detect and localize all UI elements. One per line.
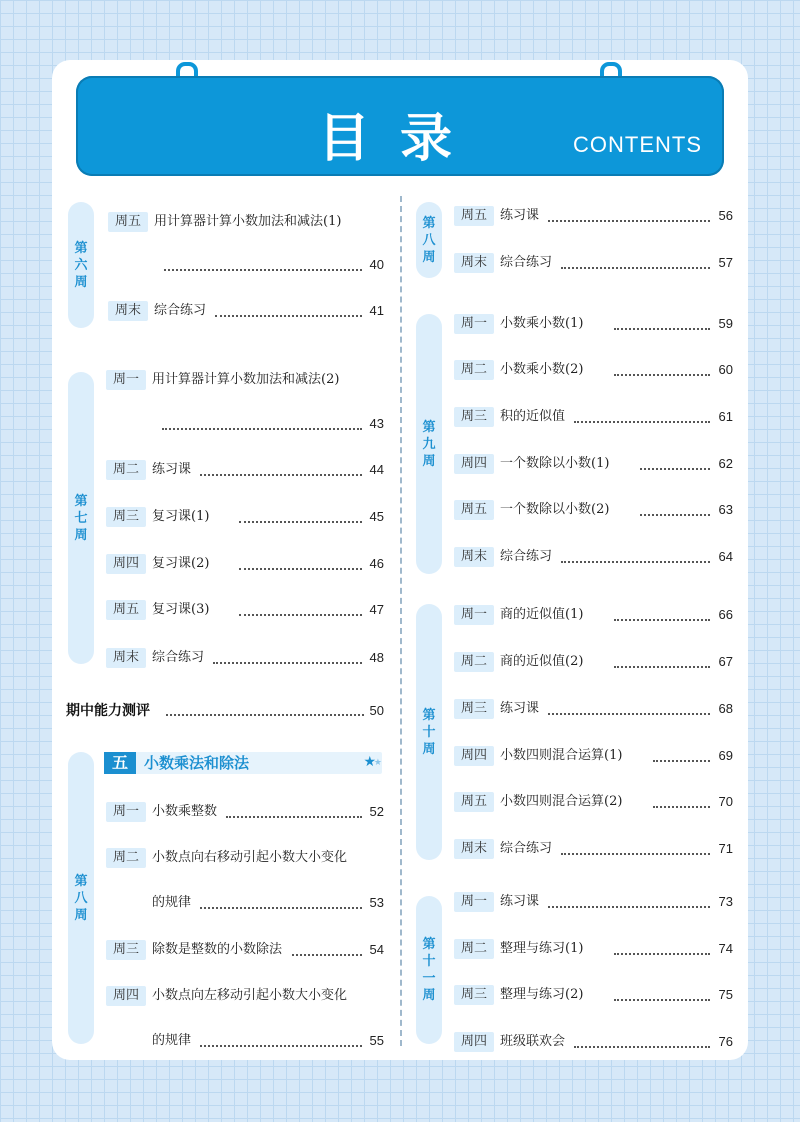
toc-page: 41 — [369, 303, 384, 318]
leader-dots — [574, 1032, 710, 1048]
toc-topic: 商的近似值(2) — [500, 654, 584, 669]
leader-dots — [239, 507, 362, 523]
toc-page: 47 — [369, 602, 384, 617]
toc-page: 54 — [369, 942, 384, 957]
toc-day: 周二 — [106, 848, 146, 868]
toc-page: 61 — [718, 409, 733, 424]
leader-dots — [614, 314, 710, 330]
page-title: 目录 — [317, 109, 482, 169]
toc-topic: 班级联欢会 — [500, 1034, 566, 1049]
toc-topic: 除数是整数的小数除法 — [152, 942, 283, 957]
toc-day: 周末 — [454, 547, 494, 567]
toc-page: 53 — [369, 895, 384, 910]
toc-page: 40 — [369, 257, 384, 272]
leader-dots — [561, 253, 710, 269]
leader-dots — [614, 360, 710, 376]
toc-day: 周四 — [454, 1032, 494, 1052]
toc-page: 75 — [718, 987, 733, 1002]
header-banner — [76, 76, 724, 176]
toc-topic: 小数四则混合运算(1) — [500, 748, 623, 763]
leader-dots — [548, 206, 710, 222]
leader-dots — [548, 699, 710, 715]
toc-page: 76 — [718, 1034, 733, 1049]
column-divider — [400, 196, 402, 1046]
unit-heading — [104, 752, 382, 774]
toc-day: 周三 — [454, 985, 494, 1005]
toc-topic: 小数四则混合运算(2) — [500, 794, 623, 809]
toc-page: 60 — [718, 362, 733, 377]
leader-dots — [213, 648, 362, 664]
toc-day: 周三 — [454, 699, 494, 719]
toc-page: 55 — [369, 1033, 384, 1048]
toc-page: 68 — [718, 701, 733, 716]
toc-page: 43 — [369, 416, 384, 431]
toc-topic: 积的近似值 — [500, 409, 566, 424]
toc-day: 周四 — [106, 986, 146, 1006]
page-subtitle: CONTENTS — [573, 132, 702, 157]
toc-page: 70 — [718, 794, 733, 809]
toc-topic: 复习课(2) — [152, 556, 210, 571]
toc-day: 周一 — [454, 605, 494, 625]
toc-page: 52 — [369, 804, 384, 819]
toc-day: 周一 — [106, 802, 146, 822]
leader-dots — [239, 600, 362, 616]
toc-day: 周五 — [454, 792, 494, 812]
toc-day: 周五 — [454, 206, 494, 226]
toc-day: 周末 — [106, 648, 146, 668]
toc-page: 45 — [369, 509, 384, 524]
toc-topic: 练习课 — [152, 462, 192, 477]
toc-topic-cont: 的规律 — [152, 895, 192, 910]
week-tab-8-cont: 第八周 — [416, 202, 442, 278]
toc-topic: 小数乘小数(2) — [500, 362, 584, 377]
toc-topic: 小数乘整数 — [152, 804, 218, 819]
leader-dots — [614, 652, 710, 668]
toc-day: 周二 — [454, 652, 494, 672]
toc-page: 66 — [718, 607, 733, 622]
toc-page: 57 — [718, 255, 733, 270]
leader-dots — [292, 940, 362, 956]
toc-day: 周二 — [454, 939, 494, 959]
toc-day: 周五 — [108, 212, 148, 232]
toc-topic: 综合练习 — [152, 650, 205, 665]
toc-day: 周三 — [106, 507, 146, 527]
toc-topic: 综合练习 — [500, 549, 553, 564]
toc-topic: 一个数除以小数(1) — [500, 456, 610, 471]
midterm-page: 50 — [369, 703, 384, 718]
leader-dots — [614, 605, 710, 621]
week-tab-8: 第八周 — [68, 752, 94, 1044]
leader-dots — [614, 939, 710, 955]
toc-day: 周二 — [106, 460, 146, 480]
week-tab-9: 第九周 — [416, 314, 442, 574]
toc-page: 64 — [718, 549, 733, 564]
toc-page: 62 — [718, 456, 733, 471]
toc-page: 69 — [718, 748, 733, 763]
leader-dots — [162, 414, 362, 430]
toc-topic: 练习课 — [500, 701, 540, 716]
toc-topic: 复习课(3) — [152, 602, 210, 617]
toc-topic: 综合练习 — [154, 303, 207, 318]
toc-topic: 练习课 — [500, 894, 540, 909]
leader-dots — [653, 746, 710, 762]
leader-dots — [561, 839, 710, 855]
toc-day: 周末 — [108, 301, 148, 321]
leader-dots — [200, 1031, 362, 1047]
week-tab-7: 第七周 — [68, 372, 94, 664]
toc-day: 周二 — [454, 360, 494, 380]
leader-dots — [200, 893, 362, 909]
unit-title: 小数乘法和除法 — [144, 754, 250, 772]
midterm-label: 期中能力测评 — [66, 703, 150, 719]
week-tab-11: 第十一周 — [416, 896, 442, 1044]
toc-topic-cont: 的规律 — [152, 1033, 192, 1048]
toc-topic: 综合练习 — [500, 255, 553, 270]
toc-topic: 练习课 — [500, 208, 540, 223]
toc-day: 周末 — [454, 253, 494, 273]
week-tab-10: 第十周 — [416, 604, 442, 860]
leader-dots — [200, 460, 362, 476]
toc-page: 63 — [718, 502, 733, 517]
leader-dots — [640, 500, 710, 516]
toc-page: 48 — [369, 650, 384, 665]
leader-dots — [653, 792, 710, 808]
star-icon: ★ — [363, 754, 376, 770]
toc-topic: 一个数除以小数(2) — [500, 502, 610, 517]
toc-topic: 用计算器计算小数加法和减法(2) — [152, 372, 340, 387]
toc-day: 周五 — [106, 600, 146, 620]
toc-topic: 小数点向右移动引起小数大小变化 — [152, 850, 348, 865]
toc-topic: 小数乘小数(1) — [500, 316, 584, 331]
leader-dots — [239, 554, 362, 570]
leader-dots — [614, 985, 710, 1001]
week-tab-6: 第六周 — [68, 202, 94, 328]
leader-dots — [164, 255, 362, 271]
toc-topic: 用计算器计算小数加法和减法(1) — [154, 214, 342, 229]
toc-day: 周末 — [454, 839, 494, 859]
toc-day: 周五 — [454, 500, 494, 520]
toc-page: 56 — [718, 208, 733, 223]
leader-dots — [548, 892, 710, 908]
toc-page: 73 — [718, 894, 733, 909]
toc-day: 周一 — [106, 370, 146, 390]
leader-dots — [640, 454, 710, 470]
small-star-icon: ★ — [373, 758, 382, 768]
toc-page: 44 — [369, 462, 384, 477]
toc-page: 46 — [369, 556, 384, 571]
leader-dots — [226, 802, 362, 818]
toc-topic: 商的近似值(1) — [500, 607, 584, 622]
toc-day: 周一 — [454, 314, 494, 334]
toc-page: 74 — [718, 941, 733, 956]
toc-page: 59 — [718, 316, 733, 331]
toc-topic: 整理与练习(1) — [500, 941, 584, 956]
toc-topic: 综合练习 — [500, 841, 553, 856]
leader-dots — [215, 301, 362, 317]
toc-day: 周一 — [454, 892, 494, 912]
toc-page: 67 — [718, 654, 733, 669]
toc-day: 周四 — [106, 554, 146, 574]
toc-topic: 小数点向左移动引起小数大小变化 — [152, 988, 348, 1003]
unit-number: 五 — [104, 752, 136, 774]
toc-day: 周四 — [454, 746, 494, 766]
toc-topic: 整理与练习(2) — [500, 987, 584, 1002]
leader-dots — [574, 407, 710, 423]
toc-day: 周三 — [106, 940, 146, 960]
toc-day: 周四 — [454, 454, 494, 474]
leader-dots — [561, 547, 710, 563]
toc-day: 周三 — [454, 407, 494, 427]
toc-topic: 复习课(1) — [152, 509, 210, 524]
toc-page: 71 — [718, 841, 733, 856]
leader-dots — [166, 700, 364, 716]
